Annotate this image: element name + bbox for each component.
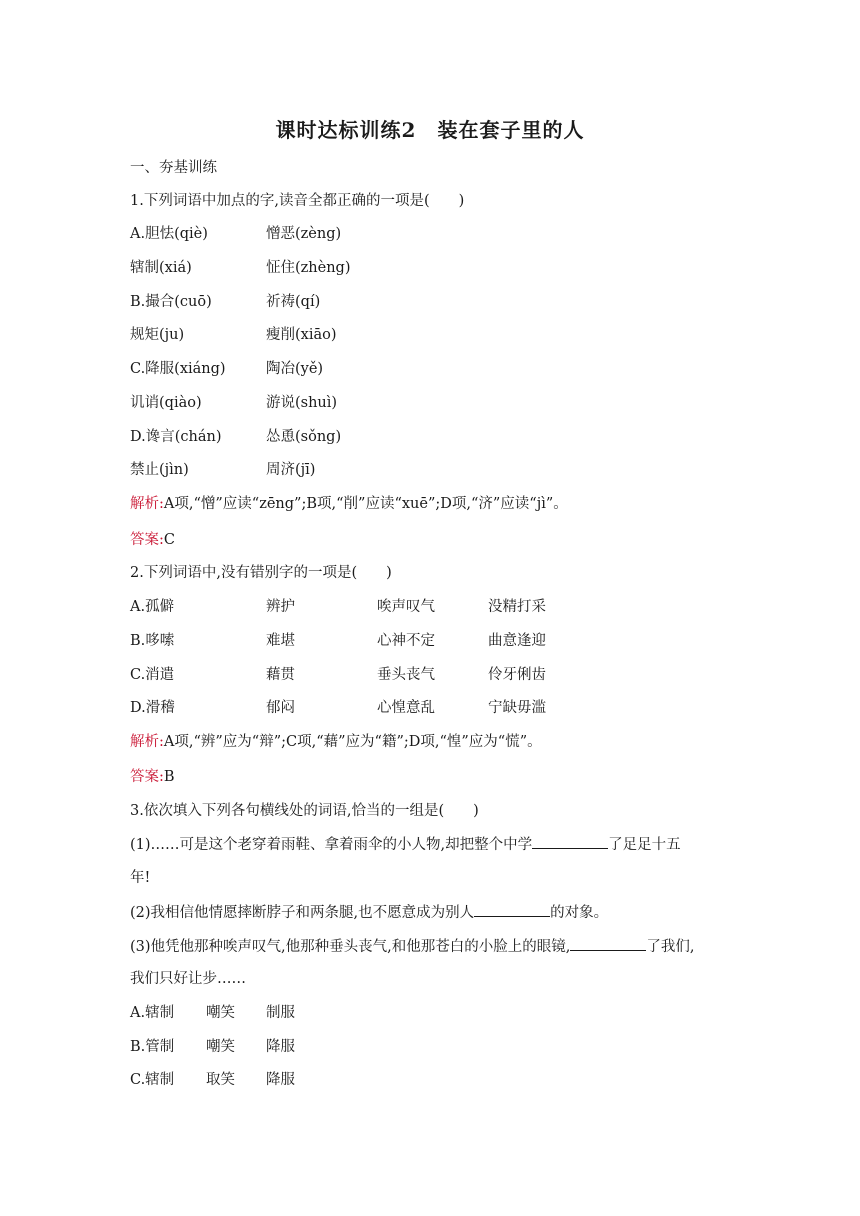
question-1-option-row: B.撮合(cuō) 祈祷(qí): [130, 294, 321, 310]
question-1-option-row: C.降服(xiáng) 陶冶(yě): [130, 361, 324, 377]
question-1-option-row: 辖制(xiá) 怔住(zhèng): [130, 260, 351, 276]
question-1-stem: 1.下列词语中加点的字,读音全都正确的一项是( ): [130, 193, 465, 209]
question-3-sentence-1-cont: 年!: [130, 870, 151, 886]
question-2-option-row: D.滑稽 郁闷 心惶意乱 宁缺毋滥: [130, 700, 546, 716]
question-3-sentence-1: (1)……可是这个老穿着雨鞋、拿着雨伞的小人物,却把整个中学 了足足十五: [0, 834, 860, 854]
question-3-option-row: B.管制 嘲笑 降服: [130, 1039, 295, 1055]
analysis-text: A项,“辨”应为“辩”;C项,“藉”应为“籍”;D项,“惶”应为“慌”。: [163, 734, 542, 750]
question-2-stem: 2.下列词语中,没有错别字的一项是( ): [130, 565, 392, 581]
question-2-option-row: B.哆嗦 难堪 心神不定 曲意逢迎: [130, 633, 546, 649]
question-1-option-row: 禁止(jìn) 周济(jī): [130, 462, 316, 478]
question-3-stem: 3.依次填入下列各句横线处的词语,恰当的一组是( ): [130, 803, 479, 819]
answer-label: 答案:: [130, 532, 164, 548]
question-1-option-row: A.胆怯(qiè) 憎恶(zèng): [130, 226, 342, 242]
question-2-option-row: C.消遣 藉贯 垂头丧气 伶牙俐齿: [130, 667, 546, 683]
question-2-option-row: A.孤僻 辨护 唉声叹气 没精打采: [130, 599, 546, 615]
question-1-option-row: 规矩(ju) 瘦削(xiāo): [130, 327, 337, 343]
answer-label: 答案:: [130, 769, 164, 785]
question-3-sentence-3-cont: 我们只好让步……: [130, 971, 246, 987]
question-2-analysis: [0, 732, 860, 752]
question-2-answer: [0, 767, 860, 787]
fill-blank: [474, 902, 550, 917]
question-1-option-row: D.谗言(chán) 怂恿(sǒng): [130, 429, 342, 445]
answer-value: C: [163, 532, 175, 548]
question-3-sentence-2: (2)我相信他情愿摔断脖子和两条腿,也不愿意成为别人 的对象。: [0, 902, 860, 922]
fill-blank: [532, 834, 608, 849]
question-1-analysis: [0, 494, 860, 514]
section-heading: 一、夯基训练: [130, 160, 217, 176]
question-3-option-row: A.辖制 嘲笑 制服: [130, 1005, 295, 1021]
question-1-option-row: 讥诮(qiào) 游说(shuì): [130, 395, 338, 411]
answer-value: B: [163, 769, 175, 785]
fill-blank: [570, 936, 646, 951]
analysis-label: 解析:: [130, 734, 164, 750]
question-3-sentence-3: (3)他凭他那种唉声叹气,他那种垂头丧气,和他那苍白的小脸上的眼镜, 了我们,: [0, 936, 860, 956]
analysis-label: 解析:: [130, 496, 164, 512]
page-title: 课时达标训练2 装在套子里的人: [275, 118, 585, 142]
analysis-text: A项,“憎”应读“zēng”;B项,“削”应读“xuē”;D项,“济”应读“jì”。: [163, 496, 568, 512]
question-3-option-row: C.辖制 取笑 降服: [130, 1072, 295, 1088]
question-1-answer: [0, 530, 860, 550]
